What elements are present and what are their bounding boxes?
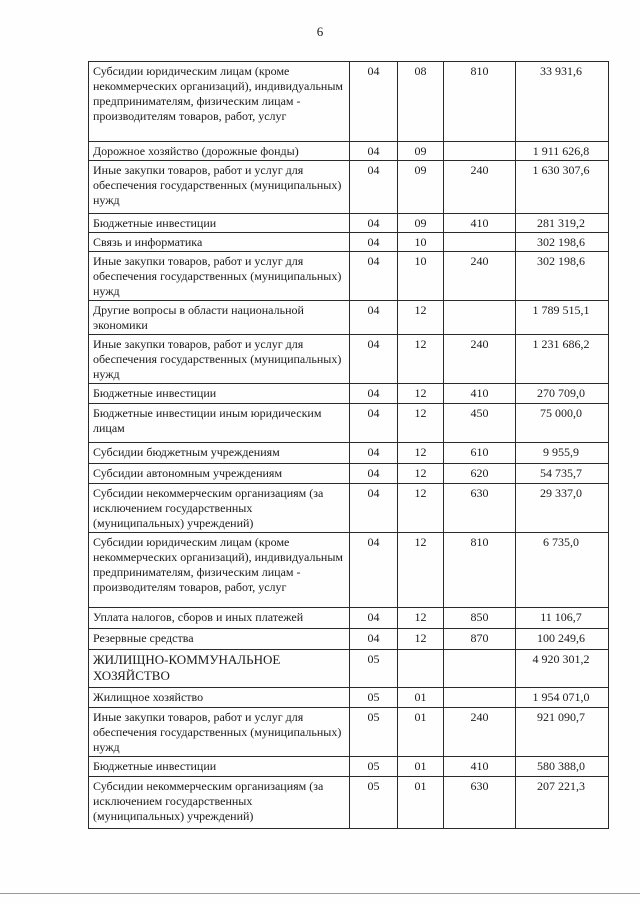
row-type-cell <box>444 301 516 335</box>
row-name-cell: Бюджетные инвестиции <box>89 214 350 233</box>
row-amount-cell: 1 954 071,0 <box>516 688 609 708</box>
page-number: 6 <box>316 24 324 39</box>
row-name-cell: Бюджетные инвестиции <box>89 384 350 404</box>
budget-table <box>88 61 609 829</box>
row-section-cell: 04 <box>350 214 398 233</box>
row-name-cell: Резервные средства <box>89 629 350 650</box>
row-type-cell: 870 <box>444 629 516 650</box>
row-section-cell: 04 <box>350 629 398 650</box>
row-name-cell: Другие вопросы в области национальной экономики <box>89 301 350 335</box>
row-type-cell: 850 <box>444 608 516 629</box>
row-amount-cell: 1 630 307,6 <box>516 161 609 214</box>
row-subsection-cell: 09 <box>398 214 444 233</box>
table-row <box>89 688 609 708</box>
row-type-cell: 810 <box>444 62 516 142</box>
row-subsection-cell: 09 <box>398 161 444 214</box>
table-row <box>89 252 609 301</box>
row-section-cell: 04 <box>350 142 398 161</box>
row-amount-cell: 302 198,6 <box>516 233 609 252</box>
row-name-cell: Иные закупки товаров, работ и услуг для обеспечения государственных (муниципальных) нужд <box>89 708 350 757</box>
row-amount-cell: 54 735,7 <box>516 464 609 484</box>
row-type-cell <box>444 688 516 708</box>
table-row <box>89 142 609 161</box>
table-row <box>89 443 609 464</box>
row-subsection-cell: 10 <box>398 252 444 301</box>
row-type-cell: 450 <box>444 404 516 443</box>
row-name-cell: Уплата налогов, сборов и иных платежей <box>89 608 350 629</box>
row-subsection-cell: 10 <box>398 233 444 252</box>
row-subsection-cell: 01 <box>398 777 444 829</box>
table-row <box>89 404 609 443</box>
row-type-cell <box>444 142 516 161</box>
row-amount-cell: 4 920 301,2 <box>516 650 609 688</box>
row-name-cell: Субсидии юридическим лицам (кроме некоммерческих организаций), индивидуальным предпринимателям, физическим лицам - производителям товаров, работ, услуг <box>89 533 350 608</box>
row-amount-cell: 281 319,2 <box>516 214 609 233</box>
row-section-cell: 04 <box>350 464 398 484</box>
row-amount-cell: 75 000,0 <box>516 404 609 443</box>
row-amount-cell: 921 090,7 <box>516 708 609 757</box>
row-section-cell: 04 <box>350 608 398 629</box>
row-name-cell: Иные закупки товаров, работ и услуг для обеспечения государственных (муниципальных) нужд <box>89 161 350 214</box>
row-amount-cell: 11 106,7 <box>516 608 609 629</box>
row-section-cell: 04 <box>350 233 398 252</box>
row-subsection-cell: 12 <box>398 443 444 464</box>
table-row <box>89 650 609 688</box>
row-section-cell: 05 <box>350 708 398 757</box>
row-section-cell: 04 <box>350 252 398 301</box>
row-subsection-cell: 01 <box>398 757 444 777</box>
row-section-cell: 04 <box>350 533 398 608</box>
row-type-cell: 410 <box>444 757 516 777</box>
row-section-cell: 05 <box>350 777 398 829</box>
table-row <box>89 708 609 757</box>
table-row <box>89 608 609 629</box>
row-section-cell: 04 <box>350 384 398 404</box>
table-row <box>89 62 609 142</box>
row-name-cell: Жилищное хозяйство <box>89 688 350 708</box>
row-section-cell: 05 <box>350 650 398 688</box>
table-row <box>89 629 609 650</box>
row-subsection-cell: 09 <box>398 142 444 161</box>
row-subsection-cell: 08 <box>398 62 444 142</box>
row-subsection-cell: 12 <box>398 608 444 629</box>
scan-edge-line <box>0 893 640 894</box>
row-type-cell: 630 <box>444 777 516 829</box>
row-amount-cell: 207 221,3 <box>516 777 609 829</box>
row-type-cell: 240 <box>444 335 516 384</box>
row-amount-cell: 1 789 515,1 <box>516 301 609 335</box>
row-name-cell: Бюджетные инвестиции иным юридическим лицам <box>89 404 350 443</box>
row-subsection-cell: 12 <box>398 464 444 484</box>
row-type-cell: 410 <box>444 384 516 404</box>
row-section-cell: 04 <box>350 335 398 384</box>
row-section-cell: 04 <box>350 161 398 214</box>
row-type-cell: 630 <box>444 484 516 533</box>
row-name-cell: Иные закупки товаров, работ и услуг для обеспечения государственных (муниципальных) нужд <box>89 335 350 384</box>
row-type-cell: 620 <box>444 464 516 484</box>
table-row <box>89 301 609 335</box>
row-name-cell: Связь и информатика <box>89 233 350 252</box>
row-subsection-cell <box>398 650 444 688</box>
row-name-cell: ЖИЛИЩНО-КОММУНАЛЬНОЕ ХОЗЯЙСТВО <box>89 650 350 688</box>
row-subsection-cell: 12 <box>398 484 444 533</box>
table-row <box>89 384 609 404</box>
row-name-cell: Субсидии некоммерческим организациям (за исключением государственных (муниципальных) учреждений) <box>89 777 350 829</box>
row-subsection-cell: 12 <box>398 384 444 404</box>
row-section-cell: 04 <box>350 484 398 533</box>
table-row <box>89 464 609 484</box>
row-type-cell: 240 <box>444 252 516 301</box>
row-amount-cell: 1 231 686,2 <box>516 335 609 384</box>
row-amount-cell: 302 198,6 <box>516 252 609 301</box>
table-row <box>89 233 609 252</box>
row-name-cell: Иные закупки товаров, работ и услуг для обеспечения государственных (муниципальных) нужд <box>89 252 350 301</box>
row-amount-cell: 9 955,9 <box>516 443 609 464</box>
row-type-cell: 410 <box>444 214 516 233</box>
row-amount-cell: 29 337,0 <box>516 484 609 533</box>
row-subsection-cell: 12 <box>398 301 444 335</box>
row-section-cell: 04 <box>350 443 398 464</box>
row-name-cell: Субсидии юридическим лицам (кроме некоммерческих организаций), индивидуальным предпринимателям, физическим лицам - производителям товаров, работ, услуг <box>89 62 350 142</box>
row-subsection-cell: 12 <box>398 629 444 650</box>
table-body <box>89 62 609 829</box>
table-row <box>89 161 609 214</box>
row-amount-cell: 6 735,0 <box>516 533 609 608</box>
row-type-cell: 610 <box>444 443 516 464</box>
row-section-cell: 05 <box>350 757 398 777</box>
row-name-cell: Субсидии автономным учреждениям <box>89 464 350 484</box>
row-subsection-cell: 12 <box>398 335 444 384</box>
row-amount-cell: 580 388,0 <box>516 757 609 777</box>
row-subsection-cell: 12 <box>398 533 444 608</box>
row-amount-cell: 270 709,0 <box>516 384 609 404</box>
table-row <box>89 484 609 533</box>
row-type-cell: 810 <box>444 533 516 608</box>
row-type-cell <box>444 650 516 688</box>
table-row <box>89 777 609 829</box>
row-amount-cell: 1 911 626,8 <box>516 142 609 161</box>
table-row <box>89 533 609 608</box>
row-name-cell: Субсидии бюджетным учреждениям <box>89 443 350 464</box>
row-type-cell: 240 <box>444 161 516 214</box>
row-section-cell: 05 <box>350 688 398 708</box>
row-section-cell: 04 <box>350 62 398 142</box>
row-subsection-cell: 01 <box>398 688 444 708</box>
row-name-cell: Субсидии некоммерческим организациям (за исключением государственных (муниципальных) учреждений) <box>89 484 350 533</box>
table-row <box>89 214 609 233</box>
row-type-cell: 240 <box>444 708 516 757</box>
row-name-cell: Дорожное хозяйство (дорожные фонды) <box>89 142 350 161</box>
row-section-cell: 04 <box>350 301 398 335</box>
row-type-cell <box>444 233 516 252</box>
row-section-cell: 04 <box>350 404 398 443</box>
row-name-cell: Бюджетные инвестиции <box>89 757 350 777</box>
table-row <box>89 757 609 777</box>
table-row <box>89 335 609 384</box>
row-subsection-cell: 01 <box>398 708 444 757</box>
row-amount-cell: 33 931,6 <box>516 62 609 142</box>
row-subsection-cell: 12 <box>398 404 444 443</box>
row-amount-cell: 100 249,6 <box>516 629 609 650</box>
